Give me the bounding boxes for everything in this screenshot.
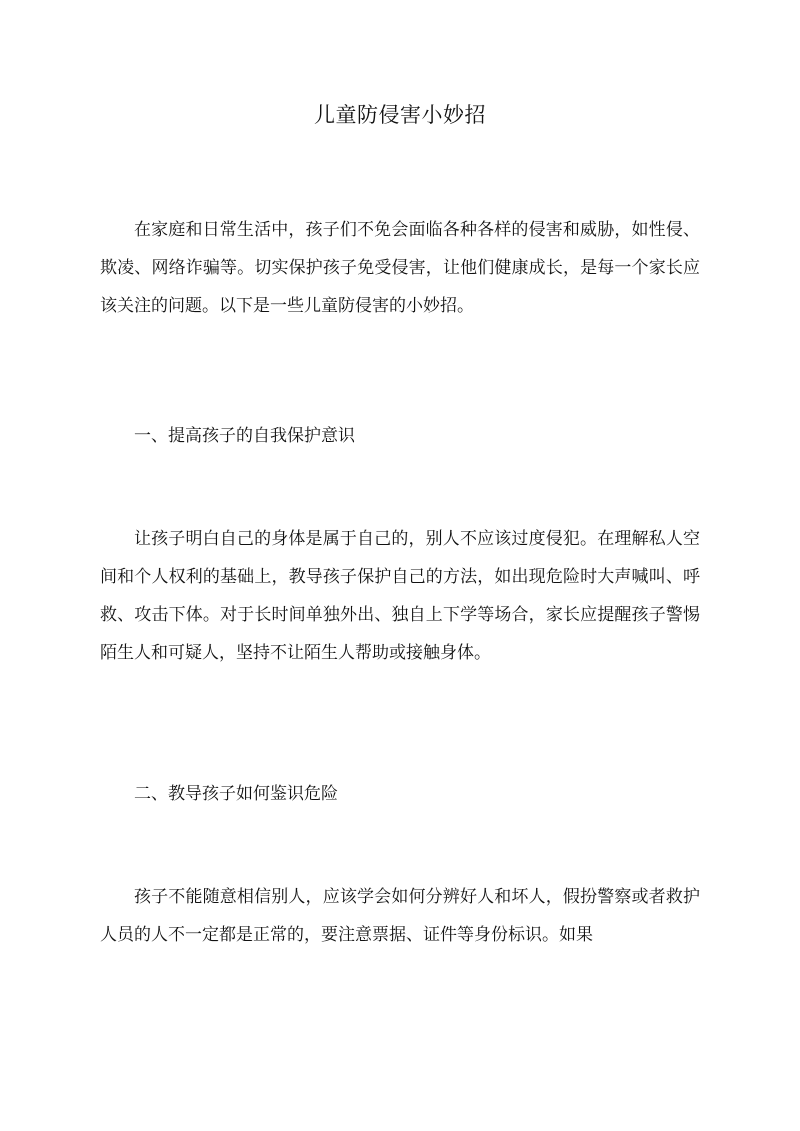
section-heading-1: 一、提高孩子的自我保护意识 (134, 426, 355, 446)
section-body-1: 让孩子明白自己的身体是属于自己的，别人不应该过度侵犯。在理解私人空间和个人权利的基础上，教导孩子保护自己的方法，如出现危险时大声喊叫、呼救、攻击下体。对于长时间单独外出、独自上下学等场合，家长应提醒孩子警惕陌生人和可疑人，坚持不让陌生人帮助或接触身体。 (100, 529, 700, 663)
section-body-2: 孩子不能随意相信别人，应该学会如何分辨好人和坏人，假扮警察或者救护人员的人不一定都是正常的，要注意票据、证件等身份标识。如果 (100, 887, 700, 945)
section-heading-2: 二、教导孩子如何鉴识危险 (134, 784, 338, 804)
intro-paragraph: 在家庭和日常生活中，孩子们不免会面临各种各样的侵害和威胁，如性侵、欺凌、网络诈骗等。切实保护孩子免受侵害，让他们健康成长，是每一个家长应该关注的问题。以下是一些儿童防侵害的小妙招。 (100, 220, 700, 316)
document-title: 儿童防侵害小妙招 (314, 103, 486, 127)
